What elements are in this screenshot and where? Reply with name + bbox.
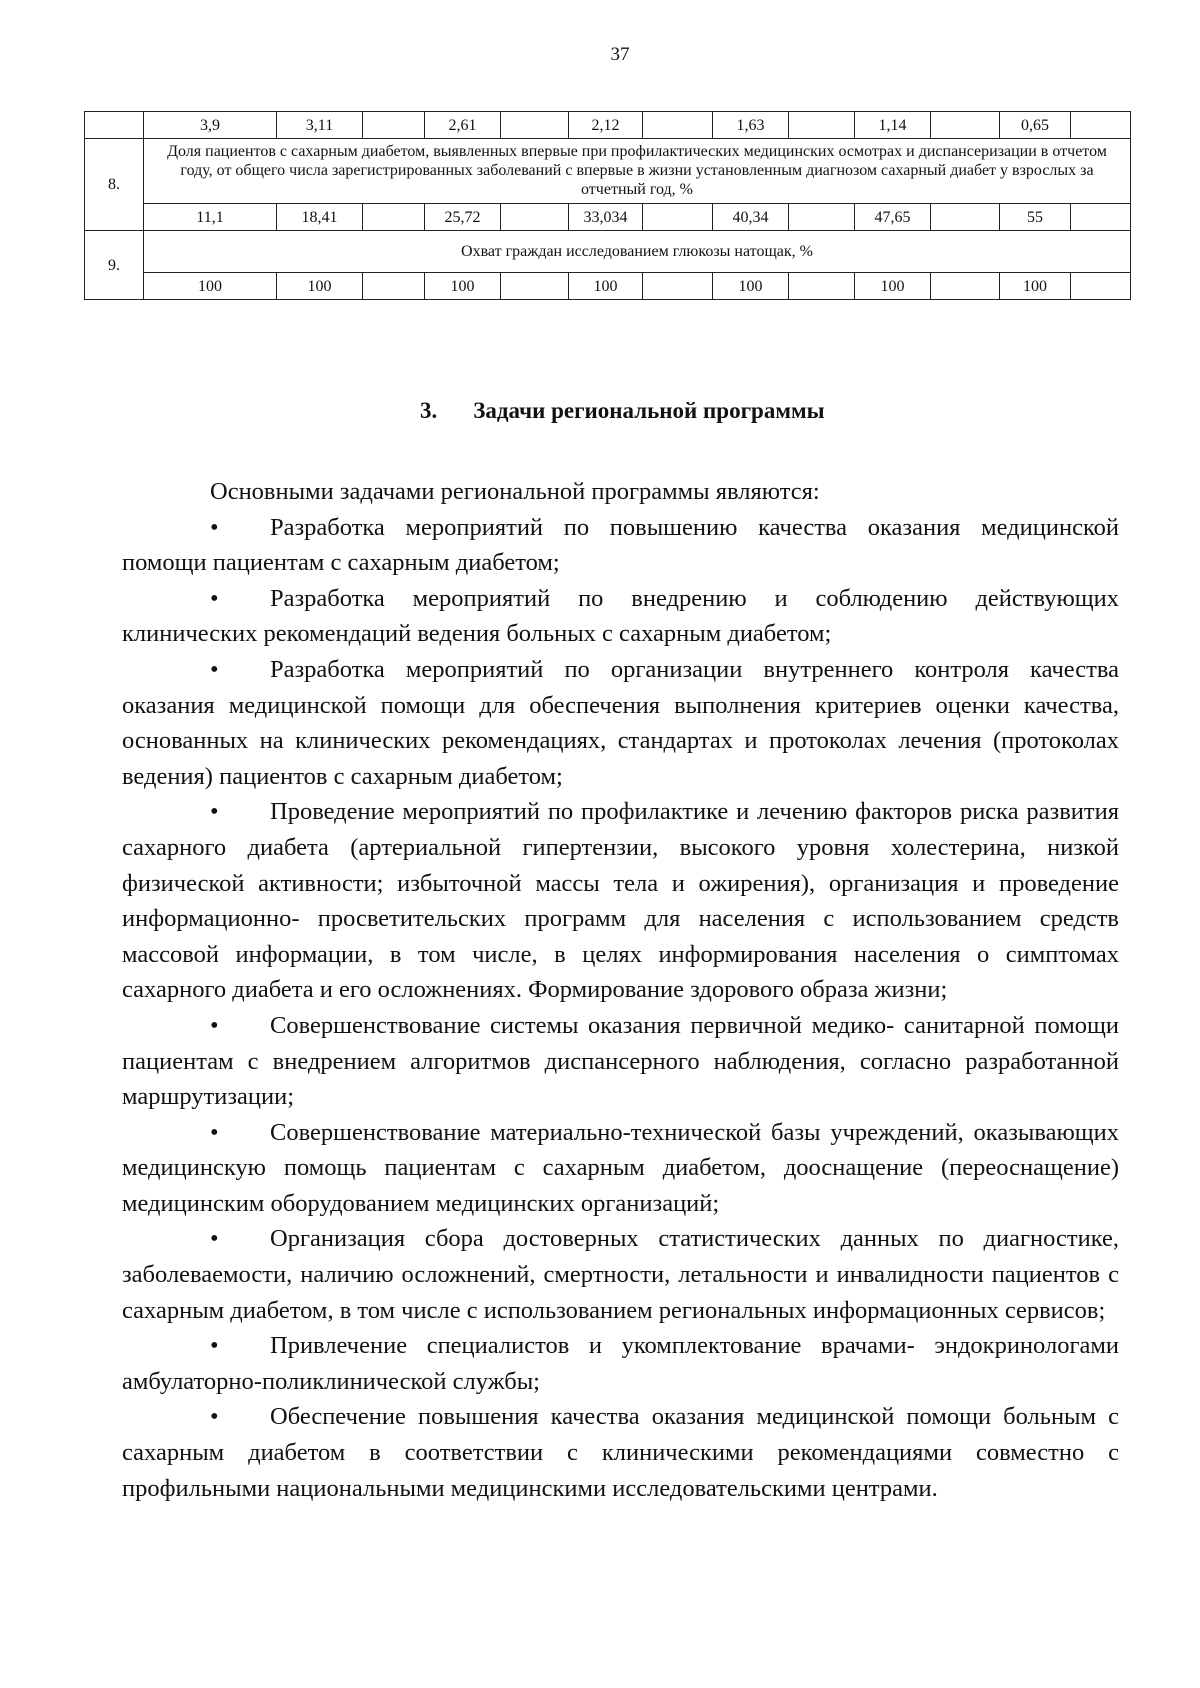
- section-heading: [420, 398, 825, 424]
- table-row: [85, 112, 1131, 139]
- row-number-cell: [85, 112, 144, 139]
- bullet-icon: •: [210, 1011, 219, 1039]
- table-row: [85, 231, 1131, 273]
- bullet-icon: •: [210, 1332, 219, 1360]
- task-item: [122, 652, 1119, 794]
- task-text: Совершенствование системы оказания первичной медико- санитарной помощи пациентам с внедрением алгоритмов диспансерного наблюдения, согласно разработанной маршрутизации;: [122, 1011, 1119, 1111]
- bullet-icon: •: [210, 513, 219, 541]
- task-item: [122, 1008, 1119, 1115]
- table-cell: 25,72: [425, 204, 501, 231]
- table-cell: [501, 112, 569, 139]
- task-text: Привлечение специалистов и укомплектование врачами- эндокринологами амбулаторно-поликлинической службы;: [122, 1332, 1119, 1395]
- table-cell: [1071, 273, 1131, 300]
- table-cell: 18,41: [277, 204, 363, 231]
- task-text: Организация сбора достоверных статистических данных по диагностике, заболеваемости, наличию осложнений, смертности, летальности и инвалидности пациентов с сахарным диабетом, в том числе с использованием региональных информационных сервисов;: [122, 1225, 1119, 1324]
- task-item: [122, 581, 1119, 652]
- table-cell: [789, 112, 855, 139]
- task-item: [122, 1399, 1119, 1506]
- task-text: Совершенствование материально-технической базы учреждений, оказывающих медицинскую помощь пациентам с сахарным диабетом, дооснащение (переоснащение) медицинским оборудованием медицинских организаций;: [122, 1118, 1119, 1217]
- table-cell: [643, 204, 713, 231]
- table-cell: [1071, 204, 1131, 231]
- table-cell: 100: [425, 273, 501, 300]
- section-number: 3.: [420, 398, 438, 423]
- table-cell: [931, 273, 1000, 300]
- task-item: [122, 1115, 1119, 1222]
- table-cell: 40,34: [713, 204, 789, 231]
- task-item: [122, 794, 1119, 1008]
- task-text: Разработка мероприятий по повышению качества оказания медицинской помощи пациентам с сахарным диабетом;: [122, 513, 1119, 577]
- table-cell: 100: [144, 273, 277, 300]
- table-cell: [363, 204, 425, 231]
- indicators-table: [84, 111, 1131, 300]
- table-cell: [931, 204, 1000, 231]
- table-cell: [643, 112, 713, 139]
- bullet-icon: •: [210, 798, 219, 826]
- page-number: 37: [610, 44, 630, 65]
- table-cell: [501, 204, 569, 231]
- table-cell: 1,63: [713, 112, 789, 139]
- indicator-description: Охват граждан исследованием глюкозы натощак, %: [144, 231, 1131, 273]
- task-item: [122, 510, 1119, 581]
- bullet-icon: •: [210, 1403, 219, 1431]
- bullet-icon: •: [210, 1225, 219, 1253]
- table-cell: 55: [1000, 204, 1071, 231]
- table-cell: 47,65: [855, 204, 931, 231]
- table-row: [85, 273, 1131, 300]
- table-cell: 3,9: [144, 112, 277, 139]
- table-cell: 2,12: [569, 112, 643, 139]
- task-text: Обеспечение повышения качества оказания медицинской помощи больным с сахарным диабетом в соответствии с клиническими рекомендациями совместно с профильными национальными медицинскими исследовательскими центрами.: [122, 1403, 1119, 1502]
- table-cell: 11,1: [144, 204, 277, 231]
- row-number-cell: 8.: [85, 139, 144, 231]
- table-cell: 0,65: [1000, 112, 1071, 139]
- table-cell: [363, 273, 425, 300]
- table-cell: [363, 112, 425, 139]
- bullet-icon: •: [210, 655, 219, 683]
- table-cell: 100: [1000, 273, 1071, 300]
- table-cell: 1,14: [855, 112, 931, 139]
- task-text: Разработка мероприятий по внедрению и соблюдению действующих клинических рекомендаций ведения больных с сахарным диабетом;: [122, 584, 1119, 648]
- table-cell: 3,11: [277, 112, 363, 139]
- table-cell: 33,034: [569, 204, 643, 231]
- table-cell: 100: [713, 273, 789, 300]
- table-cell: 100: [569, 273, 643, 300]
- table-cell: [643, 273, 713, 300]
- task-text: Разработка мероприятий по организации внутреннего контроля качества оказания медицинской помощи для обеспечения выполнения критериев оценки качества, основанных на клинических рекомендациях, стандартах и протоколах лечения (протоколах ведения) пациентов с сахарным диабетом;: [122, 655, 1119, 790]
- table-row: [85, 139, 1131, 204]
- table-cell: [931, 112, 1000, 139]
- bullet-icon: •: [210, 584, 219, 612]
- table-cell: [501, 273, 569, 300]
- task-item: [122, 1328, 1119, 1399]
- task-text: Проведение мероприятий по профилактике и лечению факторов риска развития сахарного диабета (артериальной гипертензии, высокого уровня холестерина, низкой физической активности; избыточной массы тела и ожирения), организация и проведение информационно- просветительских программ для населения с использованием средств массовой информации, в том числе, в целях информирования населения о симптомах сахарного диабета и его осложнениях. Формирование здорового образа жизни;: [122, 798, 1119, 1004]
- table-cell: 2,61: [425, 112, 501, 139]
- intro-paragraph: Основными задачами региональной программы являются:: [210, 478, 820, 505]
- table-cell: 100: [855, 273, 931, 300]
- bullet-icon: •: [210, 1118, 219, 1146]
- tasks-body: [122, 474, 1119, 1506]
- row-number-cell: 9.: [85, 231, 144, 300]
- indicator-description: Доля пациентов с сахарным диабетом, выявленных впервые при профилактических медицинских осмотрах и диспансеризации в отчетом году, от общего числа зарегистрированных заболеваний с впервые в жизни установленным диагнозом сахарный диабет у взрослых за отчетный год, %: [144, 139, 1131, 204]
- table-cell: [789, 273, 855, 300]
- table-cell: [789, 204, 855, 231]
- table-cell: [1071, 112, 1131, 139]
- table-cell: 100: [277, 273, 363, 300]
- table-row: [85, 204, 1131, 231]
- section-title: Задачи региональной программы: [473, 398, 825, 423]
- task-item: [122, 1221, 1119, 1328]
